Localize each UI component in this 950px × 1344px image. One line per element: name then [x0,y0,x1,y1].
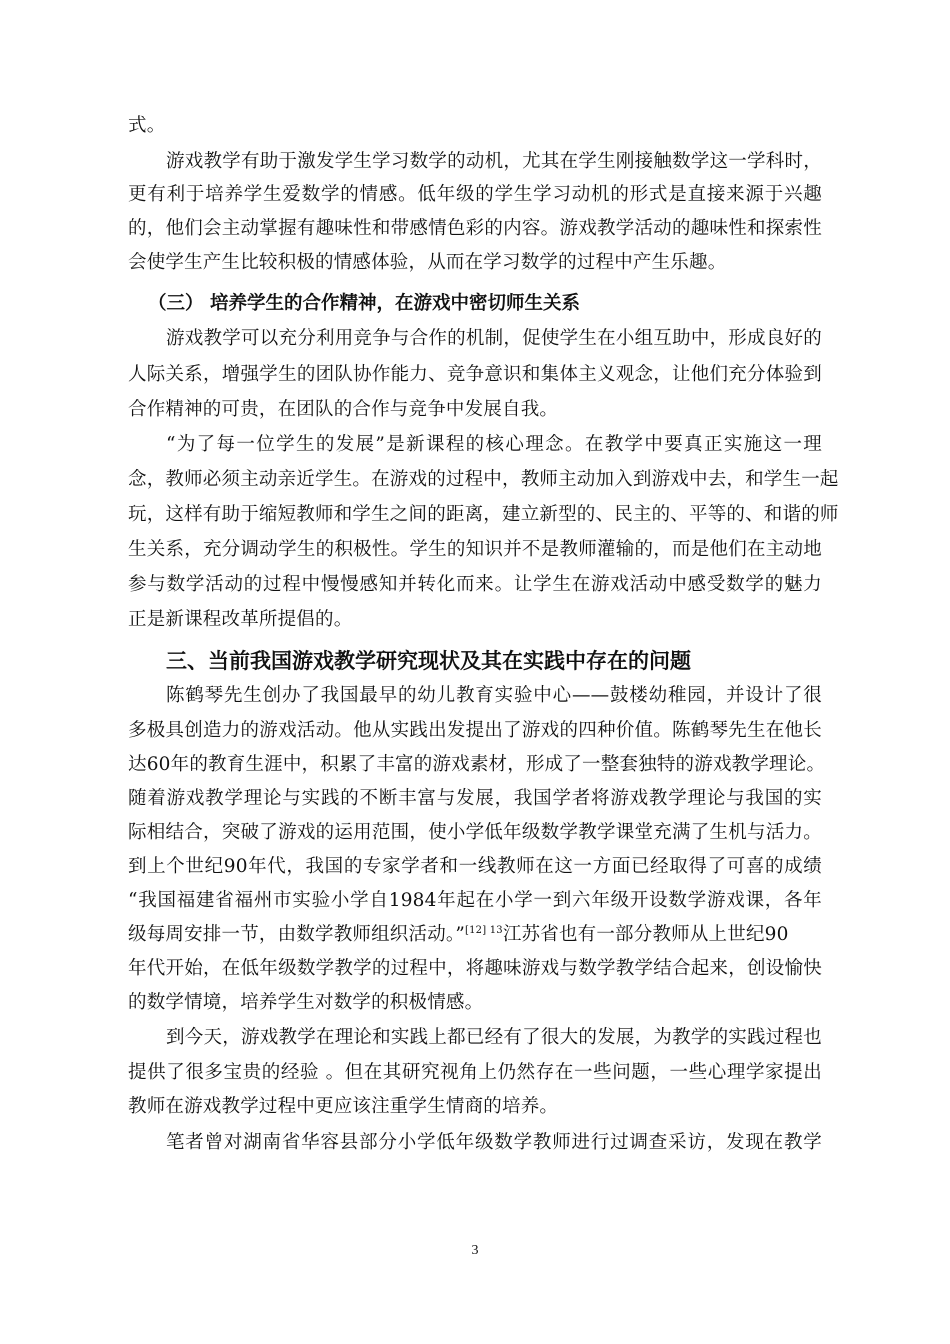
paragraph-continuation: 江苏省也有一部分教师从上世纪90 [502,924,789,945]
paragraph-line: 游戏教学可以充分利用竞争与合作的机制，促使学生在小组互助中，形成良好的 [166,328,822,349]
paragraph-line: 式。 [128,115,166,136]
paragraph-line: 参与数学活动的过程中慢慢感知并转化而来。让学生在游戏活动中感受数学的魅力 [128,574,822,595]
subheading: （三） 培养学生的合作精神，在游戏中密切师生关系 [148,293,580,314]
section-heading: 三、当前我国游戏教学研究现状及其在实践中存在的问题 [166,649,691,673]
paragraph-line: 到上个世纪90年代，我国的专家学者和一线教师在这一方面已经取得了可喜的成绩 [128,856,822,877]
paragraph-line: 多极具创造力的游戏活动。他从实践出发提出了游戏的四种价值。陈鹤琴先生在他长 [128,720,822,741]
paragraph-line: 陈鹤琴先生创办了我国最早的幼儿教育实验中心——鼓楼幼稚园，并设计了很 [166,685,822,706]
paragraph-line: 的，他们会主动掌握有趣味性和带感情色彩的内容。游戏教学活动的趣味性和探索性 [128,218,822,239]
paragraph-line: 提供了很多宝贵的经验 。但在其研究视角上仍然存在一些问题，一些心理学家提出 [128,1062,822,1083]
quote-text: 级每周安排一节，由数学教师组织活动。” [128,924,466,945]
paragraph-line: “为了每一位学生的发展”是新课程的核心理念。在教学中要真正实施这一理 [166,434,822,455]
paragraph-line: 笔者曾对湖南省华容县部分小学低年级数学教师进行过调查采访，发现在教学 [166,1132,822,1153]
paragraph-line: 生关系，充分调动学生的积极性。学生的知识并不是教师灌输的，而是他们在主动地 [128,539,822,560]
paragraph-line: 人际关系，增强学生的团队协作能力、竞争意识和集体主义观念，让他们充分体验到 [128,364,822,385]
paragraph-line: 的数学情境，培养学生对数学的积极情感。 [128,992,484,1013]
paragraph-line: “我国福建省福州市实验小学自1984年起在小学一到六年级开设数学游戏课，各年 [128,890,822,911]
paragraph-line: 更有利于培养学生爱数学的情感。低年级的学生学习动机的形式是直接来源于兴趣 [128,184,822,205]
paragraph-line: 念，教师必须主动亲近学生。在游戏的过程中，教师主动加入到游戏中去，和学生一起 [128,469,839,490]
paragraph-line: 玩，这样有助于缩短教师和学生之间的距离，建立新型的、民主的、平等的、和谐的师 [128,504,839,525]
paragraph-line: 会使学生产生比较积极的情感体验，从而在学习数学的过程中产生乐趣。 [128,252,727,273]
paragraph-line: 合作精神的可贵，在团队的合作与竞争中发展自我。 [128,399,559,420]
page-number: 3 [471,1243,479,1258]
paragraph-line: 年代开始，在低年级数学教学的过程中，将趣味游戏与数学教学结合起来，创设愉快 [128,958,822,979]
paragraph-line: 际相结合，突破了游戏的运用范围，使小学低年级数学教学课堂充满了生机与活力。 [128,822,822,843]
paragraph-line: 教师在游戏教学过程中更应该注重学生情商的培养。 [128,1096,559,1117]
paragraph-line: 游戏教学有助于激发学生学习数学的动机，尤其在学生刚接触数学这一学科时， [166,151,822,172]
paragraph-line: 正是新课程改革所提倡的。 [128,609,353,630]
paragraph-line-with-citation [128,923,822,947]
paragraph-line: 达60年的教育生涯中，积累了丰富的游戏素材，形成了一整套独特的游戏教学理论。 [128,754,826,775]
paragraph-line: 随着游戏教学理论与实践的不断丰富与发展，我国学者将游戏教学理论与我国的实 [128,788,822,809]
citation-superscript: [12] 13 [465,924,503,936]
paragraph-line: 到今天，游戏教学在理论和实践上都已经有了很大的发展，为教学的实践过程也 [166,1027,822,1048]
